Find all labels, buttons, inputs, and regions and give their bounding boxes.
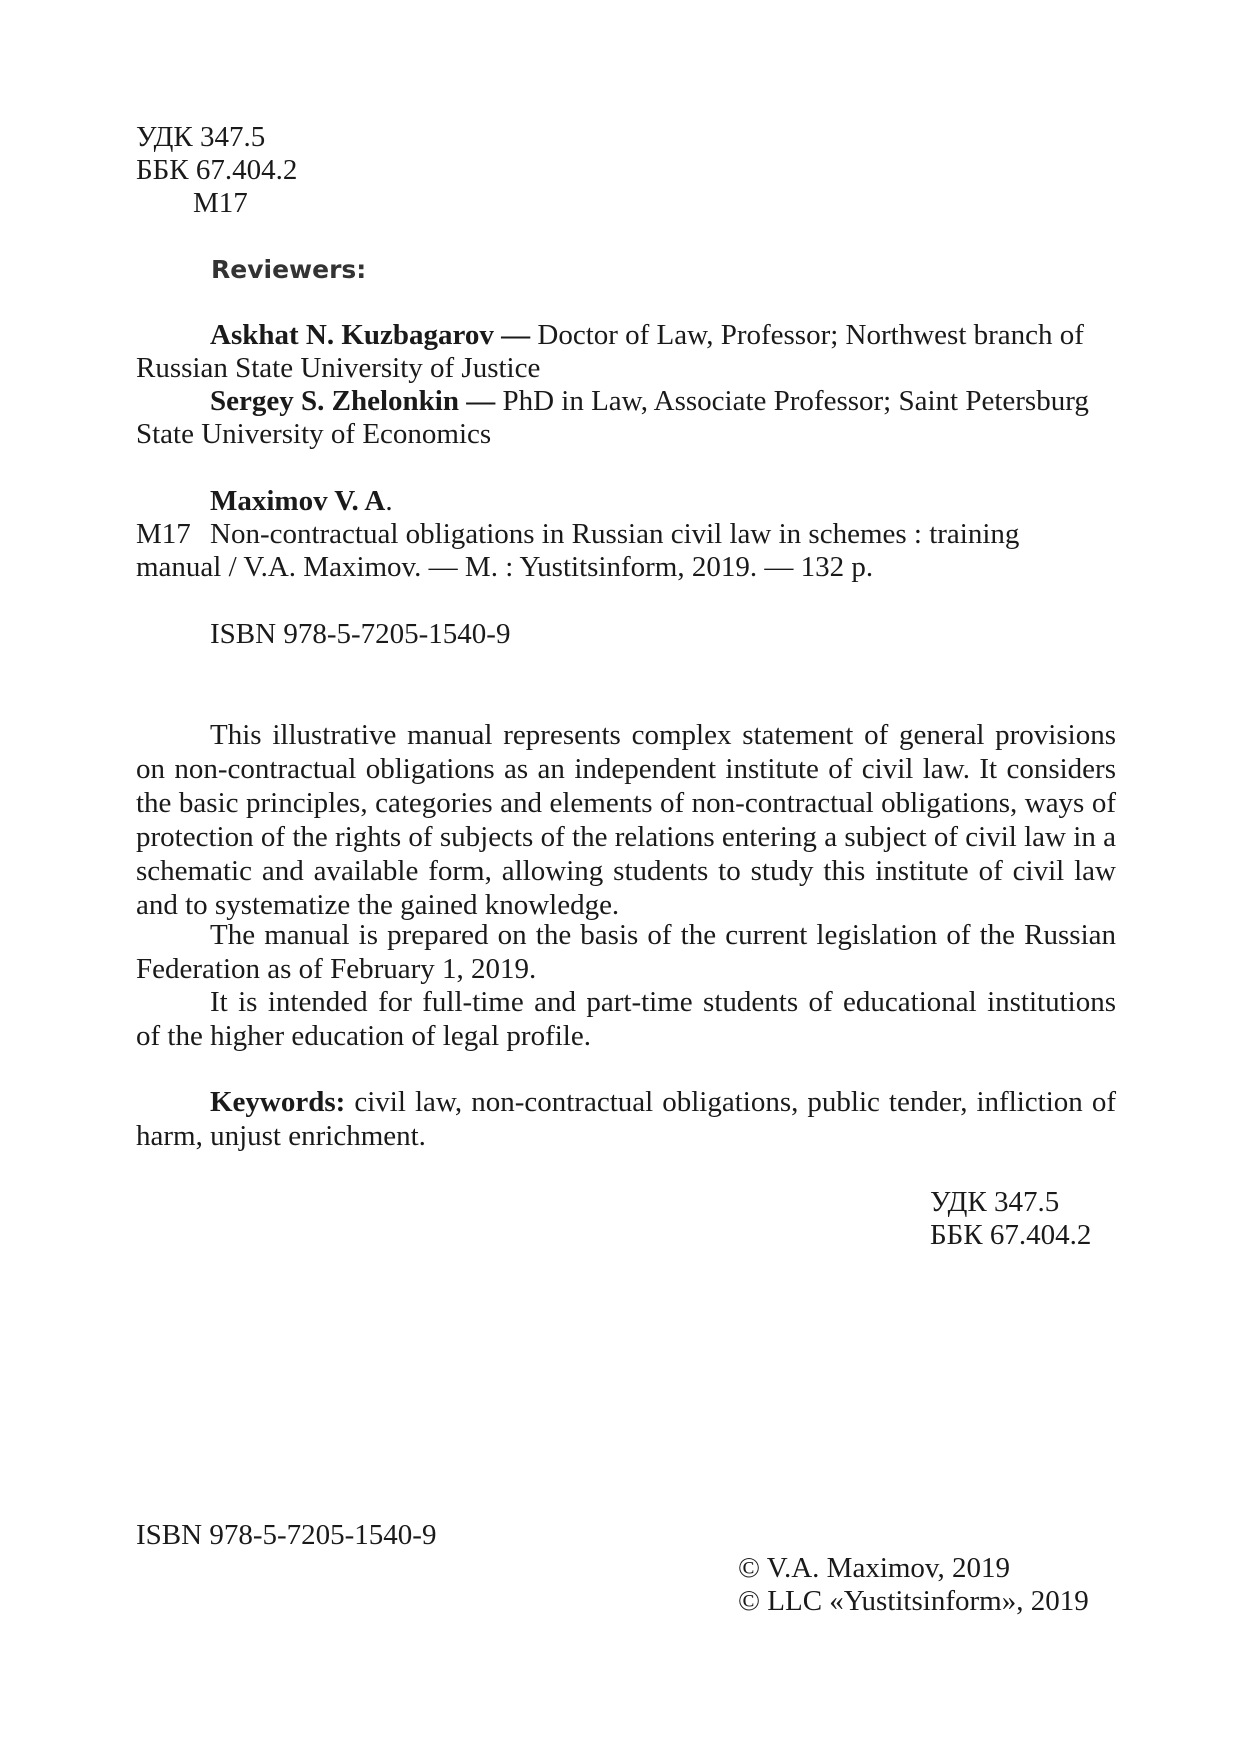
footer-isbn: ISBN 978-5-7205-1540-9 — [136, 1519, 437, 1551]
annotation-paragraph-2: The manual is prepared on the basis of the current legislation of the Russian Federation as of February 1, 2019. — [136, 919, 1116, 985]
reviewer-1-line-2: Russian State University of Justice — [136, 352, 541, 384]
bib-title-line-2: manual / V.A. Maximov. — M. : Yustitsinform, 2019. — 132 p. — [136, 551, 874, 583]
bbk-code-top: ББК 67.404.2 — [136, 154, 298, 186]
bib-author: Maximov V. A. — [210, 485, 393, 517]
annotation-paragraph-1: This illustrative manual represents complex statement of general provisions on non-contractual obligations as an independent institute of civil law. It considers the basic principles, categories and elements of non-contractual obligations, ways of protection of the rights of subjects of the relations entering a subject of civil law in a schematic and available form, allowing students to study this institute of civil law and to systematize the gained knowledge. — [136, 719, 1116, 921]
reviewer-2-line-1 — [210, 384, 1089, 418]
keywords-text: civil law, non-contractual obligations, public tender, infliction of harm, unjust enrichment. — [136, 1086, 1116, 1152]
reviewer-2-credentials: PhD in Law, Associate Professor; Saint Petersburg — [495, 385, 1089, 417]
reviewers-heading: Reviewers: — [211, 255, 367, 284]
author-mark-top: М17 — [193, 187, 248, 219]
reviewer-1-credentials: Doctor of Law, Professor; Northwest branch of — [530, 319, 1084, 351]
bbk-code-bottom: ББК 67.404.2 — [930, 1219, 1092, 1251]
bib-title-line-1: Non-contractual obligations in Russian civil law in schemes : training — [210, 518, 1020, 550]
copyright-author: © V.A. Maximov, 2019 — [738, 1552, 1011, 1584]
keywords-label: Keywords: — [210, 1086, 346, 1118]
reviewer-2-name: Sergey S. Zhelonkin — — [210, 385, 496, 417]
bib-mark: M17 — [136, 518, 191, 550]
reviewer-1-line-1 — [210, 318, 1084, 352]
udk-code-bottom: УДК 347.5 — [930, 1186, 1060, 1218]
reviewer-2-line-2: State University of Economics — [136, 418, 492, 450]
reviewer-1-name: Askhat N. Kuzbagarov — — [210, 319, 531, 351]
copyright-publisher: © LLC «Yustitsinform», 2019 — [738, 1585, 1089, 1617]
bib-author-name: Maximov V. A — [210, 485, 386, 517]
annotation-paragraph-3: It is intended for full-time and part-time students of educational institutions of the higher education of legal profile. — [136, 986, 1116, 1052]
udk-code-top: УДК 347.5 — [136, 121, 266, 153]
keywords-paragraph — [136, 1085, 1116, 1153]
bib-isbn: ISBN 978-5-7205-1540-9 — [210, 618, 511, 650]
